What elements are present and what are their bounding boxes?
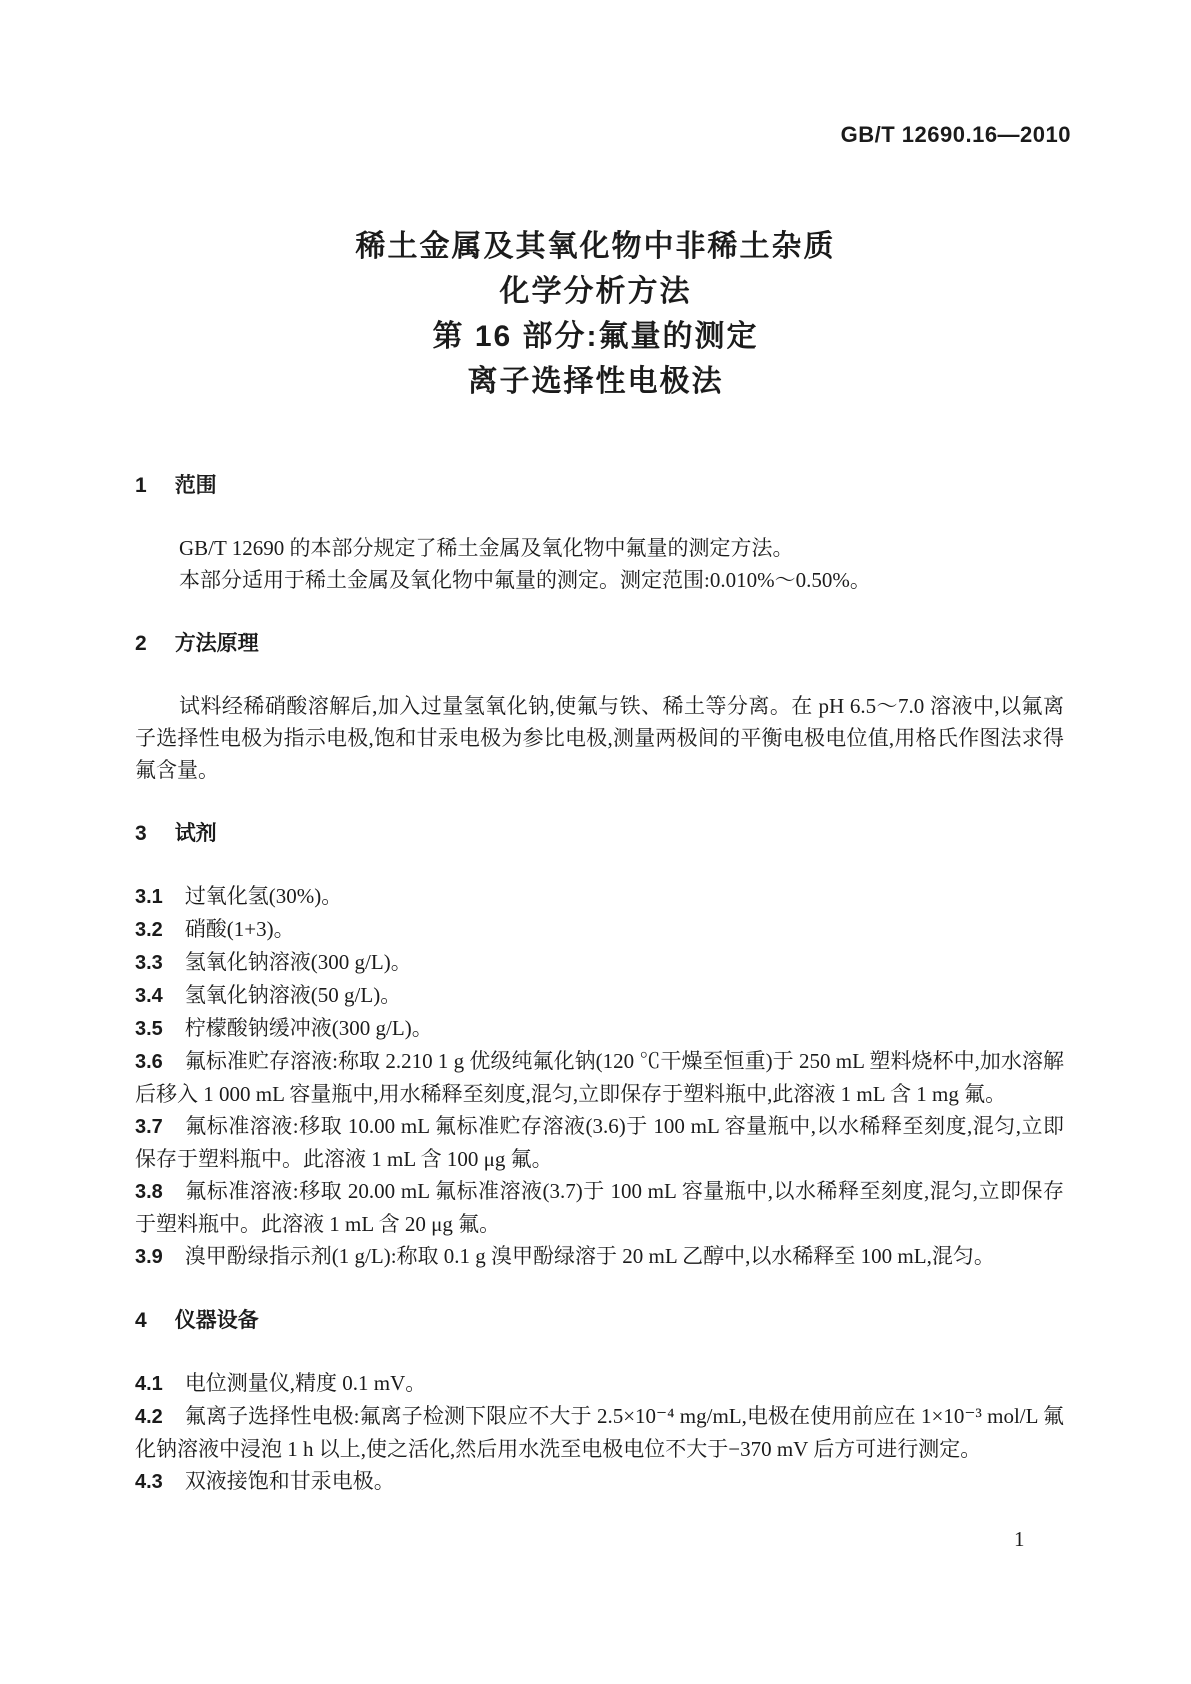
- clause-4-3-text: 双液接饱和甘汞电极。: [184, 1469, 395, 1493]
- document-title: [0, 224, 1191, 404]
- section-1-title: 范围: [174, 474, 217, 497]
- section-4-heading: [135, 1305, 1064, 1337]
- clause-4-1-number: 4.1: [135, 1373, 163, 1395]
- clause-3-2-text: 硝酸(1+3)。: [184, 917, 295, 941]
- clause-3-9-number: 3.9: [135, 1246, 163, 1268]
- section-apparatus: [135, 1305, 1064, 1498]
- document-body: [135, 470, 1064, 1498]
- clause-3-5-number: 3.5: [135, 1018, 163, 1040]
- section-1-heading: [135, 470, 1064, 502]
- clause-3-8: [135, 1175, 1064, 1240]
- clause-3-5-text: 柠檬酸钠缓冲液(300 g/L)。: [184, 1016, 433, 1040]
- section-2-title: 方法原理: [174, 632, 259, 655]
- clause-3-7: [135, 1110, 1064, 1175]
- clause-4-3: [135, 1465, 1064, 1498]
- clause-3-2: [135, 913, 1064, 946]
- scope-paragraph-2: 本部分适用于稀土金属及氧化物中氟量的测定。测定范围:0.010%～0.50%。: [179, 568, 871, 592]
- clause-4-1-text: 电位测量仪,精度 0.1 mV。: [184, 1371, 427, 1395]
- section-3-title: 试剂: [174, 822, 217, 845]
- clause-3-1: [135, 880, 1064, 913]
- clause-3-1-number: 3.1: [135, 886, 163, 908]
- title-line-4: 离子选择性电极法: [467, 365, 724, 398]
- section-3-number: 3: [135, 822, 147, 845]
- clause-3-5: [135, 1012, 1064, 1045]
- standard-code: GB/T 12690.16—2010: [840, 122, 1071, 147]
- clause-3-9: [135, 1240, 1064, 1273]
- section-4-number: 4: [135, 1309, 147, 1332]
- title-line-3: 第 16 部分:氟量的测定: [432, 320, 759, 353]
- title-line-1: 稀土金属及其氧化物中非稀土杂质: [355, 230, 836, 263]
- clause-3-1-text: 过氧化氢(30%)。: [184, 884, 343, 908]
- section-principle: [135, 628, 1064, 786]
- section-4-title: 仪器设备: [174, 1309, 259, 1332]
- section-1-number: 1: [135, 474, 147, 497]
- section-scope: [135, 470, 1064, 596]
- clause-3-6-text: 氟标准贮存溶液:称取 2.210 1 g 优级纯氟化钠(120 ℃干燥至恒重)于 250 mL 塑料烧杯中,加水溶解后移入 1 000 mL 容量瓶中,用水稀释至刻度,混匀,立即保存于塑料瓶中,此溶液 1 mL 含 1 mg 氟。: [135, 1049, 1064, 1106]
- section-3-heading: [135, 818, 1064, 850]
- clause-3-7-number: 3.7: [135, 1116, 163, 1138]
- page-number: 1: [1014, 1527, 1025, 1551]
- clause-3-7-text: 氟标准溶液:移取 10.00 mL 氟标准贮存溶液(3.6)于 100 mL 容量瓶中,以水稀释至刻度,混匀,立即保存于塑料瓶中。此溶液 1 mL 含 100 μg 氟。: [135, 1114, 1064, 1171]
- clause-3-8-text: 氟标准溶液:移取 20.00 mL 氟标准溶液(3.7)于 100 mL 容量瓶中,以水稀释至刻度,混匀,立即保存于塑料瓶中。此溶液 1 mL 含 20 μg 氟。: [135, 1179, 1064, 1236]
- clause-3-4-number: 3.4: [135, 985, 163, 1007]
- section-reagents: [135, 818, 1064, 1273]
- clause-4-2-number: 4.2: [135, 1406, 163, 1428]
- title-line-2: 化学分析方法: [499, 275, 692, 308]
- clause-4-3-number: 4.3: [135, 1471, 163, 1493]
- clause-4-1: [135, 1367, 1064, 1400]
- scope-paragraph-1: GB/T 12690 的本部分规定了稀土金属及氧化物中氟量的测定方法。: [179, 536, 794, 560]
- clause-4-2: [135, 1400, 1064, 1465]
- clause-3-3-number: 3.3: [135, 952, 163, 974]
- clause-3-4-text: 氢氧化钠溶液(50 g/L)。: [184, 983, 402, 1007]
- clause-3-3: [135, 946, 1064, 979]
- section-2-heading: [135, 628, 1064, 660]
- clause-4-2-text: 氟离子选择性电极:氟离子检测下限应不大于 2.5×10⁻⁴ mg/mL,电极在使用前应在 1×10⁻³ mol/L 氟化钠溶液中浸泡 1 h 以上,使之活化,然后用水洗至电极电位不大于−370 mV 后方可进行测定。: [135, 1404, 1064, 1461]
- clause-3-6-number: 3.6: [135, 1051, 163, 1073]
- clause-3-6: [135, 1045, 1064, 1110]
- clause-3-4: [135, 979, 1064, 1012]
- principle-paragraph: 试料经稀硝酸溶解后,加入过量氢氧化钠,使氟与铁、稀土等分离。在 pH 6.5～7.0 溶液中,以氟离子选择性电极为指示电极,饱和甘汞电极为参比电极,测量两极间的平衡电极电位值,用格氏作图法求得氟含量。: [135, 694, 1064, 782]
- clause-3-9-text: 溴甲酚绿指示剂(1 g/L):称取 0.1 g 溴甲酚绿溶于 20 mL 乙醇中,以水稀释至 100 mL,混匀。: [184, 1244, 995, 1268]
- clause-3-8-number: 3.8: [135, 1181, 163, 1203]
- clause-3-3-text: 氢氧化钠溶液(300 g/L)。: [184, 950, 412, 974]
- section-2-number: 2: [135, 632, 147, 655]
- clause-3-2-number: 3.2: [135, 919, 163, 941]
